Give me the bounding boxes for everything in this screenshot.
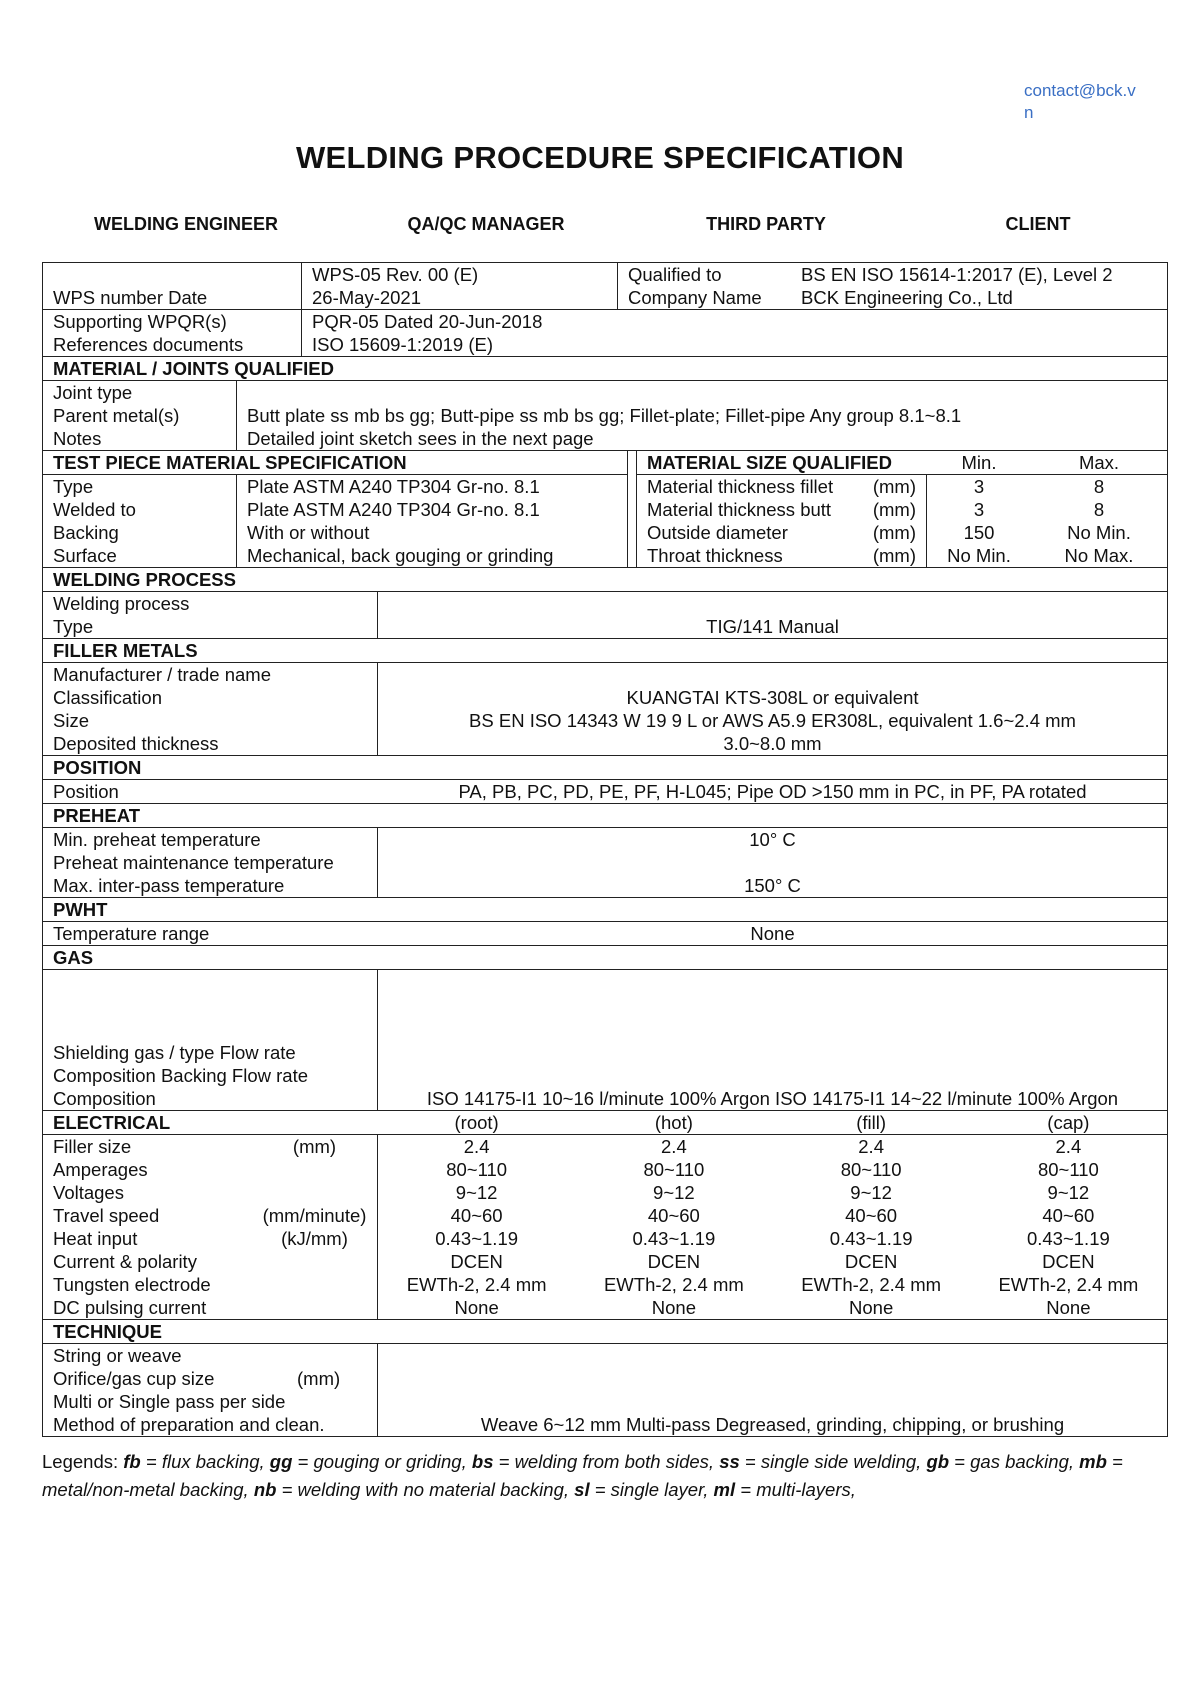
size-row [647, 475, 916, 498]
electrical-value: 2.4 [1055, 1136, 1082, 1157]
pass-root-header: (root) [454, 1112, 499, 1133]
surface-label: Surface [53, 545, 117, 566]
size-max: No Min. [1067, 522, 1131, 543]
legend-text: = gas backing, [949, 1451, 1080, 1472]
section-position [43, 755, 1167, 779]
electrical-value: EWTh-2, 2.4 mm [406, 1274, 547, 1295]
electrical-value: 9~12 [455, 1182, 498, 1203]
parent-metal-value: Butt plate ss mb bs gg; Butt-pipe ss mb bs gg; Fillet-plate; Fillet-pipe Any group 8.1~8.1 [247, 405, 962, 426]
preheat-values [378, 828, 1167, 897]
electrical-label: Tungsten electrode [53, 1274, 211, 1295]
electrical-row [53, 1227, 367, 1250]
size-unit: (mm) [872, 545, 916, 566]
pass-hot-values [575, 1135, 772, 1319]
electrical-label: Heat input [53, 1228, 138, 1249]
manufacturer-value [388, 663, 1157, 686]
electrical-value: EWTh-2, 2.4 mm [603, 1274, 744, 1295]
size-min: 3 [973, 476, 985, 497]
size-row [647, 521, 916, 544]
electrical-value: 0.43~1.19 [1026, 1228, 1110, 1249]
pass-fill-values [773, 1135, 970, 1319]
test-piece-heading: TEST PIECE MATERIAL SPECIFICATION [43, 451, 627, 475]
gas-value: ISO 14175-I1 10~16 l/minute 100% Argon ISO 14175-I1 14~22 l/minute 100% Argon [426, 1088, 1119, 1109]
min-preheat-label: Min. preheat temperature [53, 829, 261, 850]
size-unit: (mm) [872, 499, 916, 520]
welding-process-label: Welding process [53, 593, 190, 614]
string-weave-label: String or weave [53, 1345, 182, 1366]
composition-label: Composition [53, 1088, 156, 1109]
orifice-label: Orifice/gas cup size [53, 1368, 215, 1389]
electrical-label: DC pulsing current [53, 1297, 207, 1318]
notes-value: Detailed joint sketch sees in the next page [247, 428, 594, 449]
electrical-value: None [1046, 1297, 1091, 1318]
welding-process-labels [43, 592, 378, 638]
preheat-labels [43, 828, 378, 897]
qualified-values [801, 263, 1167, 309]
electrical-label: Amperages [53, 1159, 148, 1180]
size-label: Throat thickness [647, 545, 783, 566]
electrical-row [53, 1181, 367, 1204]
max-interpass-label: Max. inter-pass temperature [53, 875, 285, 896]
size-unit: (mm) [872, 522, 916, 543]
electrical-value: 80~110 [840, 1159, 902, 1180]
section-filler-metals [43, 638, 1167, 662]
references-label: References documents [53, 334, 244, 355]
section-heading: ELECTRICAL [53, 1112, 171, 1133]
electrical-value: 2.4 [661, 1136, 687, 1157]
section-heading: WELDING PROCESS [53, 569, 236, 590]
welded-to-value: Plate ASTM A240 TP304 Gr-no. 8.1 [247, 499, 540, 520]
legend-text: = flux backing, [140, 1451, 270, 1472]
legend [42, 1448, 1142, 1504]
electrical-value: None [454, 1297, 499, 1318]
filler-metals-body [43, 662, 1167, 755]
backing-label: Backing [53, 522, 119, 543]
pass-headers [378, 1111, 1167, 1134]
electrical-value: DCEN [1042, 1251, 1095, 1272]
electrical-value: 40~60 [1042, 1205, 1095, 1226]
electrical-unit: (mm/minute) [262, 1205, 367, 1226]
size-min: No Min. [947, 545, 1011, 566]
wps-number-row [43, 263, 1167, 309]
classification-value: KUANGTAI KTS-308L or equivalent [626, 687, 919, 708]
backing-value: With or without [247, 522, 370, 543]
legend-code: ss [719, 1451, 740, 1472]
size-value: BS EN ISO 14343 W 19 9 L or AWS A5.9 ER308L, equivalent 1.6~2.4 mm [469, 710, 1076, 731]
legend-text: = multi-layers, [735, 1479, 856, 1500]
material-joints-labels [43, 381, 237, 450]
notes-label: Notes [53, 428, 102, 449]
size-label: Material thickness fillet [647, 476, 834, 497]
signature-welding-engineer: WELDING ENGINEER [93, 214, 278, 234]
deposited-thickness-label: Deposited thickness [53, 733, 219, 754]
test-piece-body [43, 475, 627, 567]
legend-code: ml [713, 1479, 736, 1500]
welding-process-body [43, 591, 1167, 638]
size-min: 150 [963, 522, 995, 543]
legend-text: = welding with no material backing, [276, 1479, 575, 1500]
section-heading: PWHT [53, 899, 108, 920]
wps-date: 26-May-2021 [312, 287, 422, 308]
size-min-values [927, 475, 1031, 567]
supporting-row [43, 309, 1167, 356]
filler-labels [43, 663, 378, 755]
qualified-labels [618, 263, 801, 309]
electrical-value: 80~110 [446, 1159, 508, 1180]
section-heading: PREHEAT [53, 805, 141, 826]
max-interpass-value: 150° C [744, 875, 801, 896]
electrical-value: 9~12 [850, 1182, 892, 1203]
min-preheat-value: 10° C [749, 829, 796, 850]
position-value: PA, PB, PC, PD, PE, PF, H-L045; Pipe OD >150 mm in PC, in PF, PA rotated [458, 781, 1087, 802]
legend-text: = metal/non-metal backing, [42, 1451, 1123, 1500]
electrical-value: DCEN [450, 1251, 503, 1272]
legend-text: = welding from both sides, [493, 1451, 720, 1472]
welding-type-label: Type [53, 616, 94, 637]
size-unit: (mm) [872, 476, 916, 497]
preheat-maintenance-label: Preheat maintenance temperature [53, 852, 334, 873]
page-title: WELDING PROCEDURE SPECIFICATION [295, 140, 905, 175]
electrical-unit [262, 1250, 367, 1273]
test-piece-labels [43, 475, 237, 567]
section-heading: FILLER METALS [53, 640, 198, 661]
pass-hot-header: (hot) [654, 1112, 693, 1133]
electrical-label: Current & polarity [53, 1251, 197, 1272]
pass-per-side-label: Multi or Single pass per side [53, 1391, 286, 1412]
type-label: Type [53, 476, 94, 497]
supporting-labels [43, 310, 302, 356]
pass-cap-values [970, 1135, 1167, 1319]
size-max: No Max. [1064, 545, 1134, 566]
surface-value: Mechanical, back gouging or grinding [247, 545, 554, 566]
electrical-value: None [849, 1297, 894, 1318]
type-value: Plate ASTM A240 TP304 Gr-no. 8.1 [247, 476, 540, 497]
orifice-unit: (mm) [297, 1368, 341, 1389]
electrical-row [53, 1296, 367, 1319]
size-min: 3 [973, 499, 985, 520]
supporting-wpqr-label: Supporting WPQR(s) [53, 311, 227, 332]
electrical-unit [262, 1181, 367, 1204]
electrical-label: Travel speed [53, 1205, 160, 1226]
preparation-label: Method of preparation and clean. [53, 1414, 325, 1435]
legend-text: = single side welding, [739, 1451, 927, 1472]
electrical-value: EWTh-2, 2.4 mm [801, 1274, 942, 1295]
qualified-to-label: Qualified to [628, 264, 722, 285]
size-qualified-header [637, 451, 1167, 475]
wps-number-label: WPS number Date [43, 263, 302, 309]
size-row [647, 544, 916, 567]
electrical-labels [43, 1135, 378, 1319]
electrical-value: 9~12 [653, 1182, 695, 1203]
size-label: Material thickness butt [647, 499, 832, 520]
electrical-value: 0.43~1.19 [632, 1228, 716, 1249]
electrical-body [43, 1134, 1167, 1319]
section-welding-process [43, 567, 1167, 591]
section-preheat [43, 803, 1167, 827]
backing-gas-label: Composition Backing Flow rate [53, 1065, 308, 1086]
electrical-value: 40~60 [845, 1205, 898, 1226]
electrical-value: 80~110 [1037, 1159, 1099, 1180]
pass-root-values [378, 1135, 575, 1319]
electrical-value: 0.43~1.19 [829, 1228, 913, 1249]
wps-table [42, 262, 1168, 1437]
legend-code: gg [269, 1451, 293, 1472]
electrical-value: 0.43~1.19 [435, 1228, 519, 1249]
references-value: ISO 15609-1:2019 (E) [312, 334, 493, 355]
electrical-unit [262, 1158, 367, 1181]
section-gas [43, 945, 1167, 969]
welded-to-label: Welded to [53, 499, 136, 520]
electrical-value: 2.4 [463, 1136, 490, 1157]
section-electrical [43, 1110, 1167, 1134]
pass-fill-header: (fill) [856, 1112, 887, 1133]
size-label: Size [53, 710, 89, 731]
technique-body [43, 1343, 1167, 1436]
electrical-value: 9~12 [1047, 1182, 1090, 1203]
pwht-body [43, 921, 1167, 945]
test-piece-row [43, 450, 1167, 567]
legend-code: gb [926, 1451, 950, 1472]
section-heading: GAS [53, 947, 94, 968]
electrical-row [53, 1135, 367, 1158]
company-name-label: Company Name [628, 287, 762, 308]
material-joints-body [43, 380, 1167, 450]
size-max: 8 [1093, 499, 1105, 520]
preheat-body [43, 827, 1167, 897]
size-label: Outside diameter [647, 522, 788, 543]
electrical-label: Voltages [53, 1182, 124, 1203]
legend-text: = single layer, [589, 1479, 714, 1500]
electrical-row [53, 1158, 367, 1181]
temperature-range-label: Temperature range [53, 923, 210, 944]
legend-code: sl [574, 1479, 590, 1500]
parent-metal-label: Parent metal(s) [53, 405, 180, 426]
electrical-value: EWTh-2, 2.4 mm [998, 1274, 1139, 1295]
size-max: 8 [1093, 476, 1105, 497]
technique-labels [43, 1344, 378, 1436]
test-piece-block [43, 451, 628, 567]
section-technique [43, 1319, 1167, 1343]
legend-code: bs [471, 1451, 494, 1472]
legend-text: = gouging or griding, [292, 1451, 472, 1472]
size-row [647, 498, 916, 521]
electrical-value: 40~60 [647, 1205, 700, 1226]
legend-code: nb [253, 1479, 277, 1500]
technique-value: Weave 6~12 mm Multi-pass Degreased, grinding, chipping, or brushing [480, 1414, 1065, 1435]
electrical-row [53, 1250, 367, 1273]
electrical-row [53, 1204, 367, 1227]
electrical-value: 40~60 [450, 1205, 503, 1226]
company-name-value: BCK Engineering Co., Ltd [801, 287, 1013, 308]
electrical-value: DCEN [647, 1251, 701, 1272]
electrical-unit [262, 1273, 367, 1296]
legend-code: fb [123, 1451, 141, 1472]
shielding-gas-label: Shielding gas / type Flow rate [53, 1042, 296, 1063]
manufacturer-label: Manufacturer / trade name [53, 664, 271, 685]
welding-process-value: TIG/141 Manual [706, 616, 839, 637]
max-header: Max. [1078, 452, 1120, 473]
pass-cap-header: (cap) [1047, 1112, 1090, 1133]
section-pwht [43, 897, 1167, 921]
size-qualified-block [636, 451, 1167, 567]
electrical-row [53, 1273, 367, 1296]
orifice-row [53, 1367, 367, 1390]
wps-number-value [302, 263, 618, 309]
signature-third-party: THIRD PARTY [706, 214, 826, 234]
supporting-values [302, 310, 1167, 356]
electrical-values [378, 1135, 1167, 1319]
electrical-value: 2.4 [858, 1136, 884, 1157]
qualified-to-value: BS EN ISO 15614-1:2017 (E), Level 2 [801, 264, 1113, 285]
wps-number: WPS-05 Rev. 00 (E) [312, 264, 479, 285]
deposited-thickness-value: 3.0~8.0 mm [723, 733, 822, 754]
contact-link[interactable]: contact@bck.vn [1024, 81, 1136, 122]
signature-client: CLIENT [1005, 214, 1071, 234]
signature-qaqc-manager: QA/QC MANAGER [407, 214, 565, 234]
gas-labels [43, 970, 378, 1110]
joint-type-label: Joint type [53, 382, 133, 403]
material-joints-values [237, 381, 1167, 450]
electrical-value: None [651, 1297, 696, 1318]
classification-label: Classification [53, 687, 162, 708]
size-qualified-body [637, 475, 1167, 567]
electrical-value: 80~110 [643, 1159, 705, 1180]
size-qualified-heading: MATERIAL SIZE QUALIFIED [647, 452, 892, 473]
electrical-label: Filler size [53, 1136, 132, 1157]
electrical-unit: (mm) [292, 1136, 337, 1157]
min-header: Min. [961, 452, 997, 473]
size-qualified-labels [637, 475, 927, 567]
temperature-range-value: None [750, 923, 795, 944]
electrical-unit [262, 1296, 367, 1319]
position-label: Position [53, 781, 119, 802]
preheat-maintenance-value [388, 851, 1157, 874]
size-max-values [1031, 475, 1167, 567]
position-body [43, 779, 1167, 803]
supporting-wpqr-value: PQR-05 Dated 20-Jun-2018 [312, 311, 543, 332]
legend-prefix: Legends: [42, 1451, 119, 1472]
filler-values [378, 663, 1167, 755]
joint-type-value [247, 381, 1157, 404]
electrical-unit: (kJ/mm) [281, 1228, 348, 1249]
section-heading: TECHNIQUE [53, 1321, 162, 1342]
legend-code: mb [1079, 1451, 1107, 1472]
electrical-value: DCEN [844, 1251, 898, 1272]
test-piece-values [237, 475, 627, 567]
gas-body [43, 969, 1167, 1110]
section-heading: POSITION [53, 757, 142, 778]
section-heading: MATERIAL / JOINTS QUALIFIED [53, 358, 334, 379]
section-material-joints [43, 356, 1167, 380]
